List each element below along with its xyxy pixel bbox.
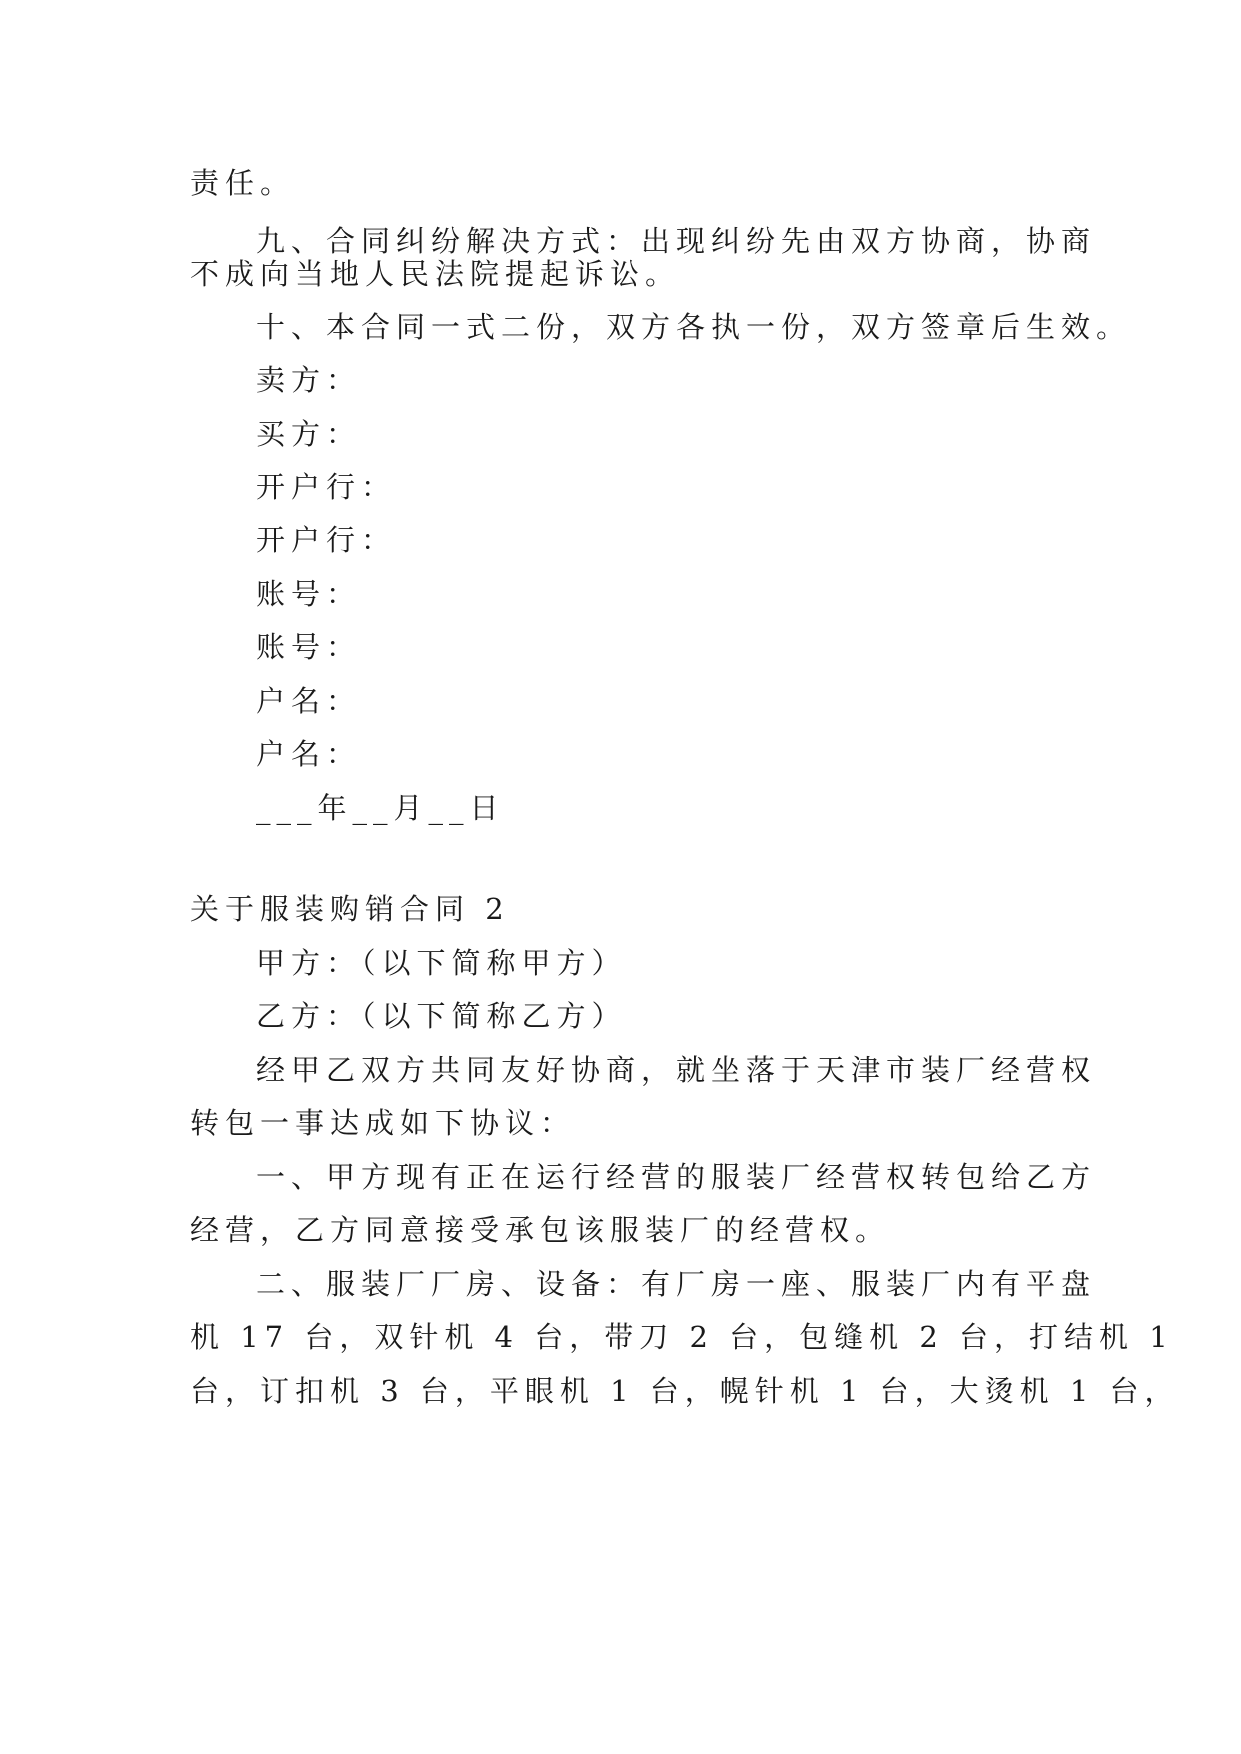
date-line: ___年__月__日 — [256, 791, 505, 825]
bank-label-seller: 开户行： — [256, 470, 397, 504]
preamble-line-2: 转包一事达成如下协议： — [190, 1106, 576, 1140]
text-line-responsibility: 责任。 — [190, 166, 296, 200]
bank-label-buyer: 开户行： — [256, 523, 397, 557]
account-label-buyer: 账号： — [256, 630, 362, 664]
clause-two-line-3: 台，订扣机 3 台，平眼机 1 台，幌针机 1 台，大烫机 1 台， — [190, 1374, 1180, 1408]
clause-two-line-1: 二、服装厂厂房、设备：有厂房一座、服装厂内有平盘 — [256, 1267, 1097, 1301]
buyer-label: 买方： — [256, 417, 362, 451]
clause-two-line-2: 机 17 台，双针机 4 台，带刀 2 台，包缝机 2 台，打结机 1 — [190, 1320, 1174, 1354]
clause-ten: 十、本合同一式二份，双方各执一份，双方签章后生效。 — [256, 310, 1132, 344]
account-label-seller: 账号： — [256, 577, 362, 611]
seller-label: 卖方： — [256, 363, 362, 397]
section-title: 关于服装购销合同 2 — [190, 892, 510, 926]
clause-one-line-1: 一、甲方现有正在运行经营的服装厂经营权转包给乙方 — [256, 1160, 1097, 1194]
account-name-label-seller: 户名： — [256, 684, 362, 718]
clause-one-line-2: 经营，乙方同意接受承包该服装厂的经营权。 — [190, 1213, 891, 1247]
account-name-label-buyer: 户名： — [256, 737, 362, 771]
clause-nine-line-1: 九、合同纠纷解决方式：出现纠纷先由双方协商，协商 — [256, 224, 1097, 258]
preamble-line-1: 经甲乙双方共同友好协商，就坐落于天津市装厂经营权 — [256, 1053, 1097, 1087]
party-a-label: 甲方：（以下简称甲方） — [256, 946, 627, 980]
clause-nine-line-2: 不成向当地人民法院提起诉讼。 — [190, 257, 681, 291]
party-b-label: 乙方：（以下简称乙方） — [256, 999, 627, 1033]
